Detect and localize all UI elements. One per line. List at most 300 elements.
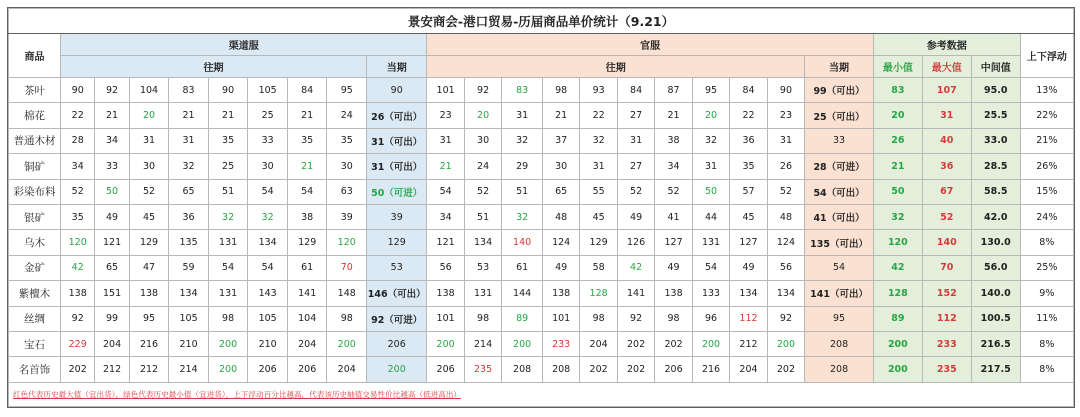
channel-past-price: 22 (61, 103, 95, 128)
official-current-price: 141（可出） (805, 281, 874, 306)
reference-max: 36 (922, 154, 971, 179)
official-past-price: 204 (580, 331, 617, 356)
channel-past-price: 54 (287, 179, 327, 204)
table-row (9, 255, 1074, 280)
channel-past-price: 54 (248, 179, 288, 204)
channel-current-price: 200 (367, 357, 427, 382)
official-past-price: 53 (464, 255, 501, 280)
channel-past-price: 200 (208, 331, 248, 356)
official-current-price: 33 (805, 128, 874, 153)
channel-current-price: 31（可出） (367, 128, 427, 153)
official-past-price: 30 (542, 154, 579, 179)
channel-past-price: 61 (287, 255, 327, 280)
commodity-name: 丝绸 (9, 306, 61, 331)
fluctuation-percent: 11% (1020, 306, 1073, 331)
channel-past-price: 151 (95, 281, 129, 306)
commodity-name: 棉花 (9, 103, 61, 128)
reference-min: 200 (873, 331, 922, 356)
official-past-price: 27 (617, 103, 654, 128)
official-past-price: 121 (427, 230, 464, 255)
reference-max: 67 (922, 179, 971, 204)
official-past-price: 206 (655, 357, 692, 382)
official-past-price: 31 (617, 128, 654, 153)
official-past-price: 55 (580, 179, 617, 204)
channel-past-price: 95 (129, 306, 169, 331)
table-row (9, 128, 1074, 153)
official-past-price: 45 (580, 204, 617, 229)
channel-past-price: 98 (208, 306, 248, 331)
reference-max: 152 (922, 281, 971, 306)
channel-past-price: 21 (287, 103, 327, 128)
official-current-price: 95 (805, 306, 874, 331)
official-past-price: 200 (502, 331, 543, 356)
commodity-name: 紫檀木 (9, 281, 61, 306)
channel-past-price: 214 (169, 357, 209, 382)
official-past-price: 52 (464, 179, 501, 204)
channel-past-price: 45 (129, 204, 169, 229)
official-current-price: 135（可出） (805, 230, 874, 255)
official-past-price: 42 (617, 255, 654, 280)
channel-past-price: 49 (95, 204, 129, 229)
table-row (9, 331, 1074, 356)
reference-min: 89 (873, 306, 922, 331)
channel-past-price: 90 (208, 78, 248, 103)
official-past-price: 98 (655, 306, 692, 331)
official-past-price: 206 (427, 357, 464, 382)
channel-past-price: 212 (95, 357, 129, 382)
channel-past-price: 200 (208, 357, 248, 382)
official-past-price: 131 (464, 281, 501, 306)
official-past-price: 37 (542, 128, 579, 153)
price-table (8, 8, 1074, 407)
reference-max: 107 (922, 78, 971, 103)
official-past-price: 48 (767, 204, 804, 229)
official-past-price: 129 (580, 230, 617, 255)
official-past-price: 87 (655, 78, 692, 103)
official-past-price: 54 (692, 255, 729, 280)
official-past-price: 124 (542, 230, 579, 255)
channel-past-price: 120 (327, 230, 367, 255)
channel-past-price: 31 (169, 128, 209, 153)
official-past-price: 212 (730, 331, 767, 356)
reference-min: 128 (873, 281, 922, 306)
channel-past-price: 25 (208, 154, 248, 179)
reference-max: 52 (922, 204, 971, 229)
official-past-price: 138 (542, 281, 579, 306)
table-row (9, 204, 1074, 229)
official-past-price: 128 (580, 281, 617, 306)
channel-past-price: 90 (61, 78, 95, 103)
official-past-price: 134 (464, 230, 501, 255)
official-past-price: 50 (692, 179, 729, 204)
reference-min: 20 (873, 103, 922, 128)
reference-mid: 140.0 (971, 281, 1020, 306)
official-past-price: 51 (502, 179, 543, 204)
official-past-price: 36 (730, 128, 767, 153)
official-past-price: 90 (767, 78, 804, 103)
channel-past-price: 131 (208, 281, 248, 306)
official-past-price: 202 (617, 331, 654, 356)
official-past-price: 30 (464, 128, 501, 153)
reference-min: 42 (873, 255, 922, 280)
commodity-name: 彩染布料 (9, 179, 61, 204)
official-past-price: 22 (580, 103, 617, 128)
fluctuation-percent: 15% (1020, 179, 1073, 204)
fluctuation-percent: 24% (1020, 204, 1073, 229)
table-row (9, 230, 1074, 255)
reference-max: 140 (922, 230, 971, 255)
channel-past-price: 32 (248, 204, 288, 229)
official-past-price: 202 (580, 357, 617, 382)
official-past-price: 58 (580, 255, 617, 280)
official-past-price: 112 (730, 306, 767, 331)
reference-max: 112 (922, 306, 971, 331)
channel-past-price: 135 (169, 230, 209, 255)
channel-past-price: 105 (248, 78, 288, 103)
official-past-price: 101 (427, 78, 464, 103)
reference-min: 83 (873, 78, 922, 103)
channel-past-price: 129 (129, 230, 169, 255)
channel-past-price: 206 (248, 357, 288, 382)
official-past-price: 20 (464, 103, 501, 128)
channel-past-price: 31 (129, 128, 169, 153)
channel-current-price: 31（可出） (367, 154, 427, 179)
channel-past-price: 210 (248, 331, 288, 356)
channel-past-price: 204 (327, 357, 367, 382)
commodity-name: 银矿 (9, 204, 61, 229)
channel-past-price: 202 (61, 357, 95, 382)
channel-past-price: 134 (248, 230, 288, 255)
official-past-price: 84 (617, 78, 654, 103)
channel-past-price: 21 (287, 154, 327, 179)
fluctuation-percent: 9% (1020, 281, 1073, 306)
channel-past-price: 95 (327, 78, 367, 103)
official-past-price: 208 (502, 357, 543, 382)
reference-max: 233 (922, 331, 971, 356)
channel-past-price: 99 (95, 306, 129, 331)
channel-past-price: 92 (61, 306, 95, 331)
official-past-price: 92 (767, 306, 804, 331)
channel-past-price: 28 (61, 128, 95, 153)
official-past-price: 200 (692, 331, 729, 356)
official-past-price: 127 (730, 230, 767, 255)
channel-current-price: 129 (367, 230, 427, 255)
official-past-price: 35 (730, 154, 767, 179)
official-past-price: 24 (464, 154, 501, 179)
reference-mid: 28.5 (971, 154, 1020, 179)
official-current-price: 41（可出） (805, 204, 874, 229)
fluctuation-percent: 8% (1020, 230, 1073, 255)
official-past-price: 44 (692, 204, 729, 229)
official-past-price: 34 (655, 154, 692, 179)
channel-past-price: 21 (169, 103, 209, 128)
reference-mid: 58.5 (971, 179, 1020, 204)
official-past-price: 52 (617, 179, 654, 204)
official-past-price: 56 (427, 255, 464, 280)
official-past-price: 96 (692, 306, 729, 331)
channel-past-price: 21 (95, 103, 129, 128)
reference-min: 32 (873, 204, 922, 229)
official-past-price: 52 (655, 179, 692, 204)
official-past-price: 49 (542, 255, 579, 280)
official-past-price: 95 (692, 78, 729, 103)
channel-past-price: 21 (208, 103, 248, 128)
channel-past-price: 138 (61, 281, 95, 306)
channel-past-price: 32 (208, 204, 248, 229)
header-min: 最小值 (873, 56, 922, 78)
channel-past-price: 39 (327, 204, 367, 229)
official-past-price: 144 (502, 281, 543, 306)
reference-mid: 216.5 (971, 331, 1020, 356)
price-table-container (7, 7, 1075, 408)
commodity-name: 名首饰 (9, 357, 61, 382)
official-past-price: 98 (464, 306, 501, 331)
header-fluctuation: 上下浮动 (1020, 34, 1073, 78)
channel-past-price: 216 (129, 331, 169, 356)
channel-past-price: 143 (248, 281, 288, 306)
data-rows (9, 78, 1074, 383)
official-past-price: 31 (427, 128, 464, 153)
header-official-server: 官服 (427, 34, 874, 56)
official-past-price: 49 (617, 204, 654, 229)
official-past-price: 216 (692, 357, 729, 382)
official-past-price: 32 (692, 128, 729, 153)
channel-past-price: 84 (287, 78, 327, 103)
official-past-price: 21 (655, 103, 692, 128)
header-channel-past: 往期 (61, 56, 367, 78)
official-past-price: 98 (580, 306, 617, 331)
channel-past-price: 38 (287, 204, 327, 229)
reference-mid: 130.0 (971, 230, 1020, 255)
channel-past-price: 59 (169, 255, 209, 280)
channel-past-price: 210 (169, 331, 209, 356)
official-past-price: 89 (502, 306, 543, 331)
channel-past-price: 33 (248, 128, 288, 153)
header-channel-current: 当期 (367, 56, 427, 78)
official-past-price: 200 (427, 331, 464, 356)
reference-mid: 42.0 (971, 204, 1020, 229)
official-past-price: 22 (730, 103, 767, 128)
official-past-price: 49 (730, 255, 767, 280)
official-past-price: 202 (617, 357, 654, 382)
channel-current-price: 50（可进） (367, 179, 427, 204)
official-past-price: 202 (655, 331, 692, 356)
channel-past-price: 131 (208, 230, 248, 255)
channel-past-price: 70 (327, 255, 367, 280)
official-past-price: 34 (427, 204, 464, 229)
official-past-price: 45 (730, 204, 767, 229)
official-past-price: 31 (692, 154, 729, 179)
channel-current-price: 53 (367, 255, 427, 280)
commodity-name: 铜矿 (9, 154, 61, 179)
channel-past-price: 36 (169, 204, 209, 229)
official-current-price: 208 (805, 357, 874, 382)
channel-past-price: 50 (95, 179, 129, 204)
official-past-price: 138 (427, 281, 464, 306)
official-past-price: 140 (502, 230, 543, 255)
channel-past-price: 30 (248, 154, 288, 179)
commodity-name: 普通木材 (9, 128, 61, 153)
official-past-price: 204 (730, 357, 767, 382)
official-past-price: 83 (502, 78, 543, 103)
table-row (9, 357, 1074, 382)
channel-past-price: 148 (327, 281, 367, 306)
channel-current-price: 92（可进） (367, 306, 427, 331)
channel-past-price: 121 (95, 230, 129, 255)
reference-mid: 100.5 (971, 306, 1020, 331)
channel-past-price: 20 (129, 103, 169, 128)
table-row (9, 281, 1074, 306)
official-current-price: 25（可出） (805, 103, 874, 128)
channel-past-price: 34 (61, 154, 95, 179)
table-row (9, 179, 1074, 204)
channel-past-price: 35 (61, 204, 95, 229)
channel-past-price: 42 (61, 255, 95, 280)
channel-past-price: 30 (129, 154, 169, 179)
official-past-price: 134 (767, 281, 804, 306)
official-past-price: 235 (464, 357, 501, 382)
reference-min: 21 (873, 154, 922, 179)
table-row (9, 306, 1074, 331)
official-past-price: 131 (692, 230, 729, 255)
official-past-price: 98 (542, 78, 579, 103)
channel-past-price: 52 (61, 179, 95, 204)
fluctuation-percent: 22% (1020, 103, 1073, 128)
channel-past-price: 105 (169, 306, 209, 331)
official-past-price: 200 (767, 331, 804, 356)
channel-past-price: 25 (248, 103, 288, 128)
official-past-price: 38 (655, 128, 692, 153)
official-past-price: 52 (767, 179, 804, 204)
table-row (9, 154, 1074, 179)
commodity-name: 乌木 (9, 230, 61, 255)
reference-max: 31 (922, 103, 971, 128)
channel-past-price: 32 (169, 154, 209, 179)
channel-current-price: 90 (367, 78, 427, 103)
official-past-price: 138 (655, 281, 692, 306)
channel-past-price: 63 (327, 179, 367, 204)
channel-past-price: 47 (129, 255, 169, 280)
official-past-price: 20 (692, 103, 729, 128)
reference-mid: 95.0 (971, 78, 1020, 103)
commodity-name: 宝石 (9, 331, 61, 356)
official-past-price: 32 (502, 204, 543, 229)
official-past-price: 65 (542, 179, 579, 204)
reference-max: 235 (922, 357, 971, 382)
fluctuation-percent: 8% (1020, 331, 1073, 356)
channel-past-price: 141 (287, 281, 327, 306)
official-past-price: 208 (542, 357, 579, 382)
official-past-price: 54 (427, 179, 464, 204)
header-channel-server: 渠道服 (61, 34, 427, 56)
official-past-price: 61 (502, 255, 543, 280)
official-past-price: 32 (580, 128, 617, 153)
channel-past-price: 24 (327, 103, 367, 128)
channel-current-price: 206 (367, 331, 427, 356)
fluctuation-percent: 26% (1020, 154, 1073, 179)
channel-past-price: 206 (287, 357, 327, 382)
channel-past-price: 83 (169, 78, 209, 103)
fluctuation-percent: 21% (1020, 128, 1073, 153)
official-past-price: 214 (464, 331, 501, 356)
official-past-price: 31 (502, 103, 543, 128)
official-past-price: 29 (502, 154, 543, 179)
official-past-price: 126 (617, 230, 654, 255)
commodity-name: 茶叶 (9, 78, 61, 103)
channel-past-price: 51 (208, 179, 248, 204)
official-past-price: 101 (542, 306, 579, 331)
channel-past-price: 54 (208, 255, 248, 280)
official-past-price: 56 (767, 255, 804, 280)
fluctuation-percent: 8% (1020, 357, 1073, 382)
official-past-price: 41 (655, 204, 692, 229)
header-mid: 中间值 (971, 56, 1020, 78)
channel-past-price: 229 (61, 331, 95, 356)
official-current-price: 54（可出） (805, 179, 874, 204)
channel-past-price: 34 (95, 128, 129, 153)
channel-past-price: 104 (287, 306, 327, 331)
official-past-price: 202 (767, 357, 804, 382)
official-past-price: 51 (464, 204, 501, 229)
official-past-price: 141 (617, 281, 654, 306)
reference-min: 120 (873, 230, 922, 255)
channel-past-price: 54 (248, 255, 288, 280)
official-past-price: 127 (655, 230, 692, 255)
header-max: 最大值 (922, 56, 971, 78)
official-past-price: 27 (617, 154, 654, 179)
official-past-price: 124 (767, 230, 804, 255)
channel-past-price: 138 (129, 281, 169, 306)
channel-current-price: 39 (367, 204, 427, 229)
channel-past-price: 212 (129, 357, 169, 382)
channel-past-price: 120 (61, 230, 95, 255)
official-past-price: 92 (617, 306, 654, 331)
official-current-price: 208 (805, 331, 874, 356)
official-past-price: 23 (767, 103, 804, 128)
legend-note (9, 382, 1074, 406)
official-past-price: 23 (427, 103, 464, 128)
official-current-price: 28（可进） (805, 154, 874, 179)
official-past-price: 92 (464, 78, 501, 103)
official-past-price: 101 (427, 306, 464, 331)
fluctuation-percent: 25% (1020, 255, 1073, 280)
channel-past-price: 52 (129, 179, 169, 204)
official-past-price: 93 (580, 78, 617, 103)
channel-past-price: 35 (287, 128, 327, 153)
channel-past-price: 105 (248, 306, 288, 331)
channel-past-price: 33 (95, 154, 129, 179)
official-past-price: 57 (730, 179, 767, 204)
official-past-price: 31 (767, 128, 804, 153)
reference-min: 200 (873, 357, 922, 382)
official-past-price: 49 (655, 255, 692, 280)
channel-current-price: 26（可出） (367, 103, 427, 128)
table-title: 景安商会-港口贸易-历届商品单价统计（9.21） (9, 9, 1074, 34)
reference-min: 50 (873, 179, 922, 204)
official-current-price: 54 (805, 255, 874, 280)
commodity-name: 金矿 (9, 255, 61, 280)
reference-mid: 25.5 (971, 103, 1020, 128)
channel-past-price: 92 (95, 78, 129, 103)
channel-past-price: 204 (95, 331, 129, 356)
reference-mid: 56.0 (971, 255, 1020, 280)
official-past-price: 32 (502, 128, 543, 153)
channel-past-price: 65 (95, 255, 129, 280)
official-past-price: 133 (692, 281, 729, 306)
official-past-price: 21 (542, 103, 579, 128)
header-reference-data: 参考数据 (873, 34, 1020, 56)
reference-mid: 33.0 (971, 128, 1020, 153)
